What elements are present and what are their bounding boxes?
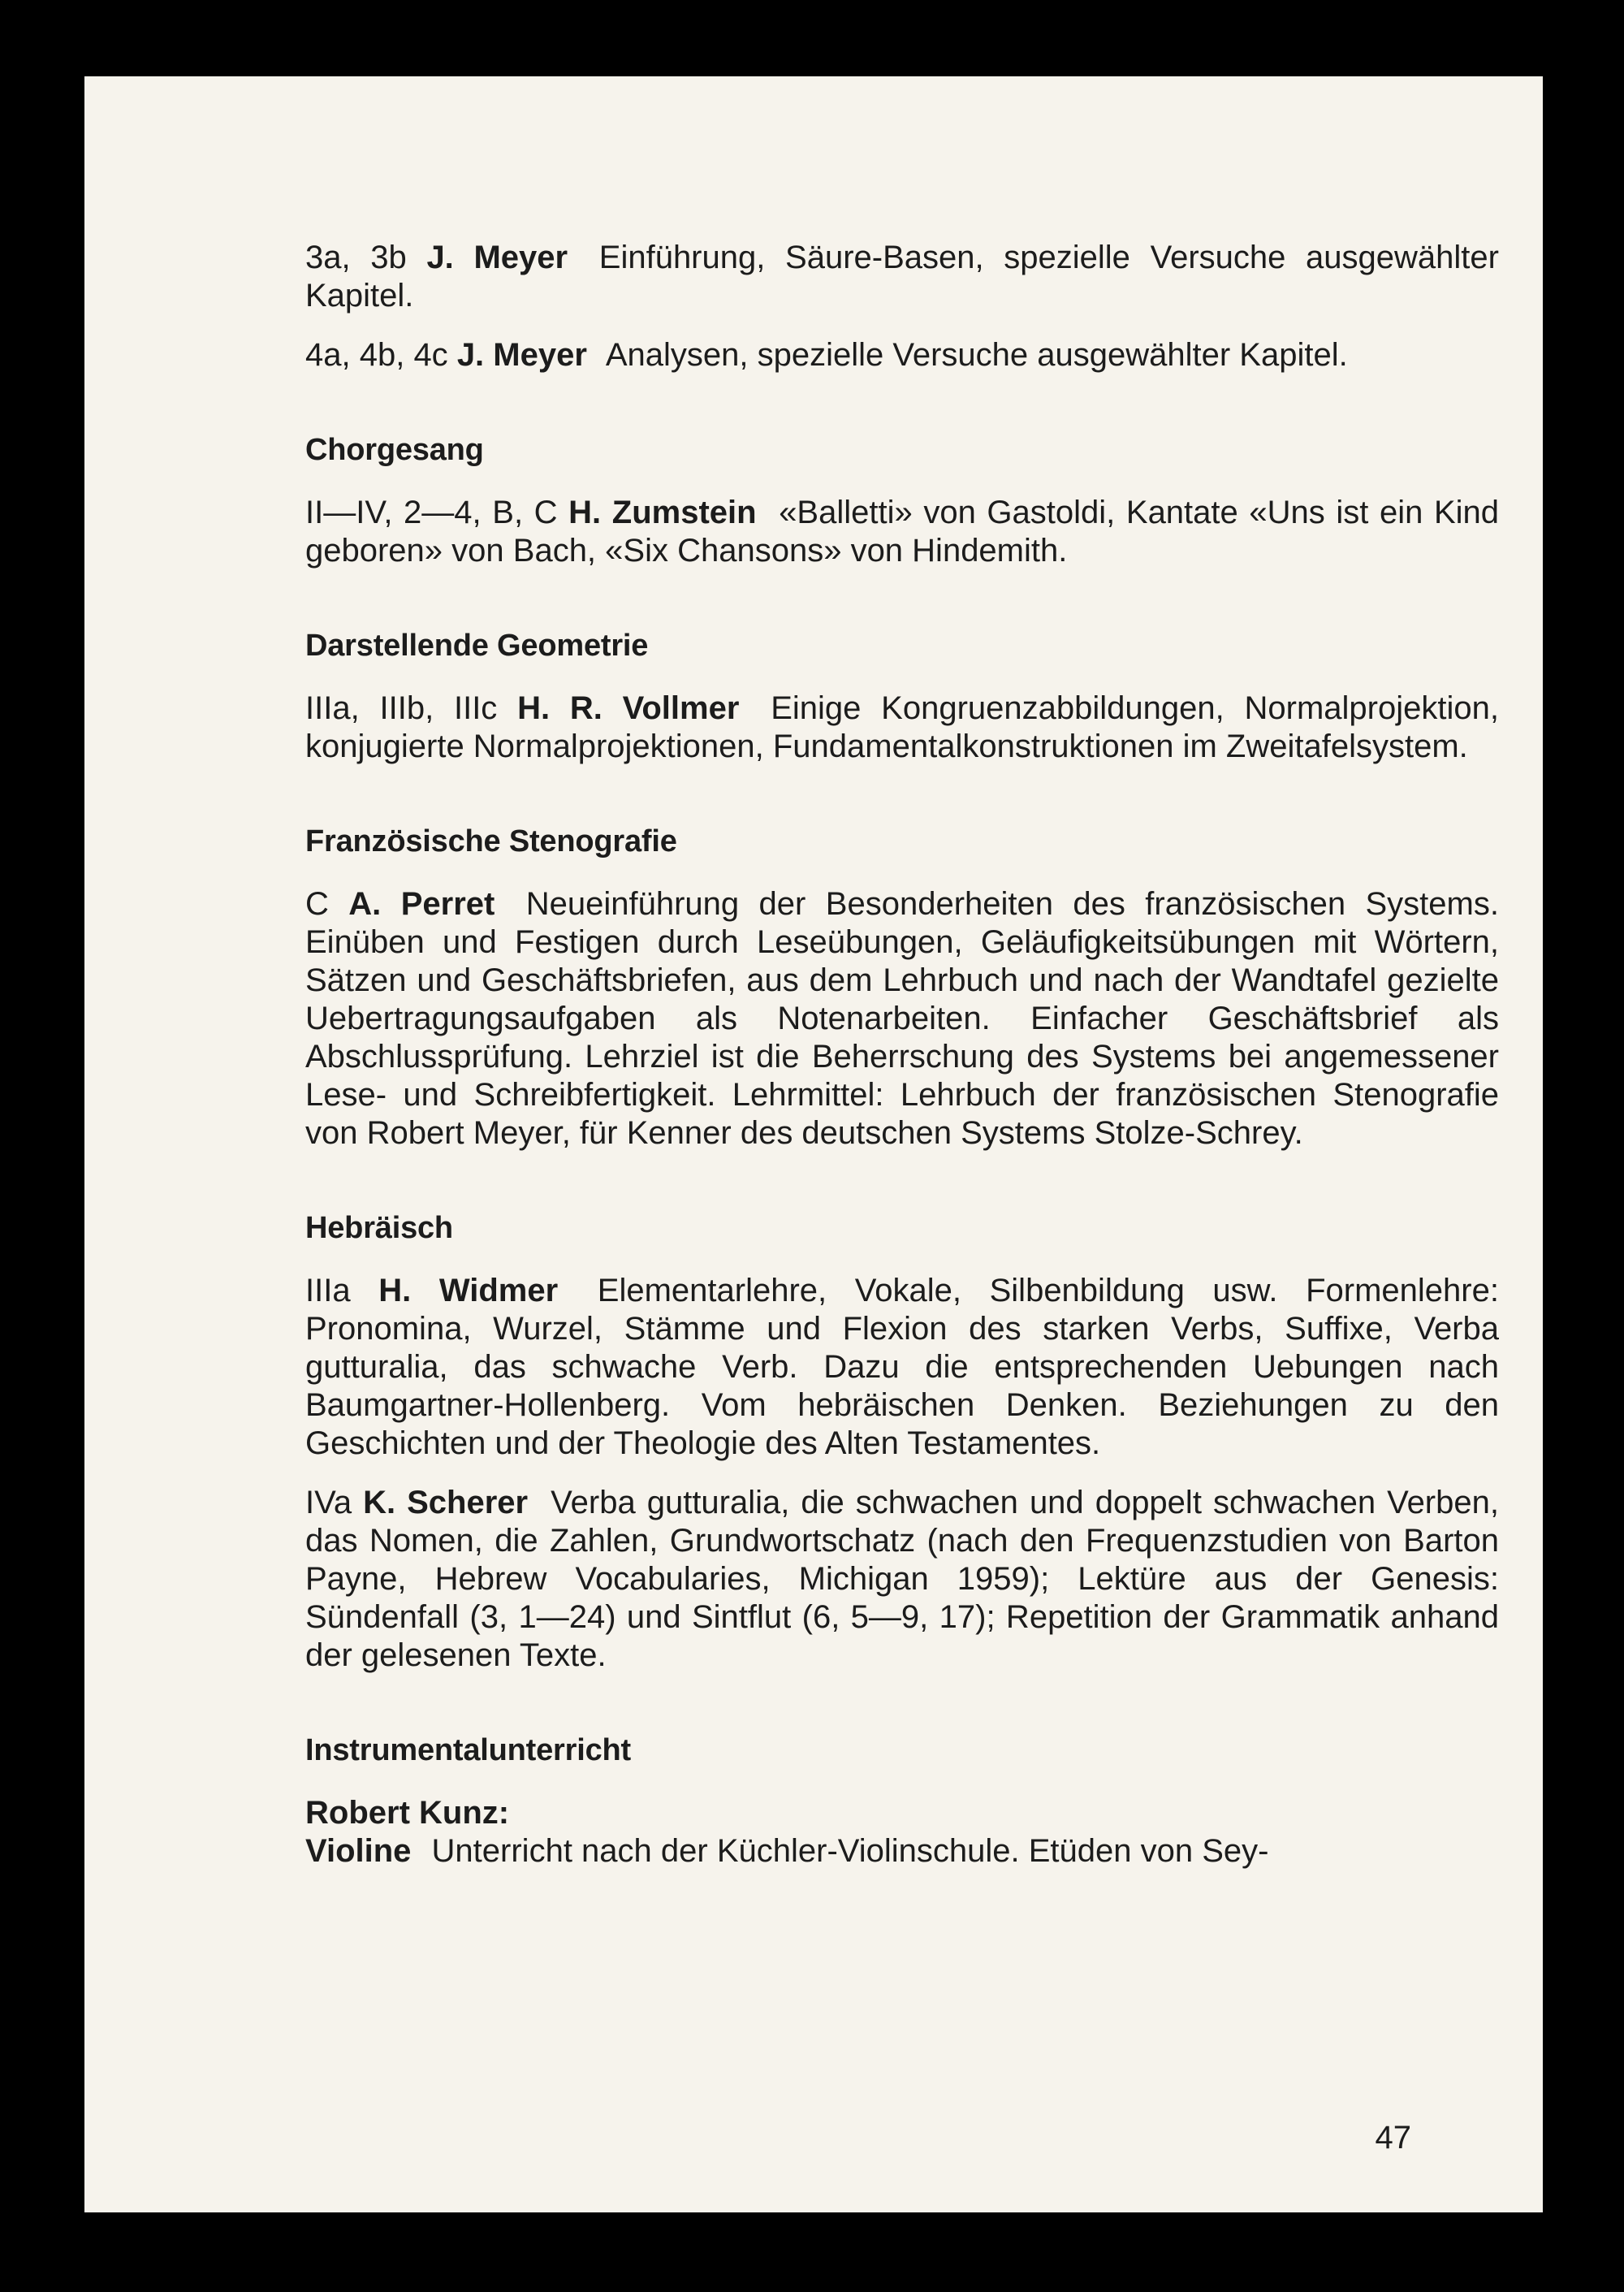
section-heading-instrumental: Instrumentalunterricht [305, 1733, 631, 1767]
course-entry [305, 494, 1499, 570]
course-classes: 4a, 4b, 4c [305, 337, 448, 373]
course-classes: IIIa, IIIb, IIIc [305, 690, 498, 726]
course-entry [305, 885, 1499, 1152]
course-description: Einführung, Säure-Basen, spezielle Versuche ausgewählter Kapitel. [305, 240, 1499, 314]
document-page [84, 76, 1543, 2212]
course-classes: II—IV, 2—4, B, C [305, 495, 558, 530]
course-entry [305, 1272, 1499, 1463]
section-heading-hebraeisch: Hebräisch [305, 1211, 453, 1245]
course-description: Elementarlehre, Vokale, Silbenbildung usw. Formenlehre: Pronomina, Wurzel, Stämme und Flexion des starken Verbs, Suffixe, Verba gutturalia, das schwache Verb. Dazu die entsprechenden Uebungen nach Baumgartner-Hollenberg. Vom hebräischen Denken. Beziehungen zu den Geschichten und der Theologie des Alten Testamentes. [305, 1273, 1499, 1461]
course-description: Verba gutturalia, die schwachen und doppelt schwachen Verben, das Nomen, die Zahlen, Grundwortschatz (nach den Frequenzstudien von Barton Payne, Hebrew Vocabularies, Michigan 1959); Lektüre aus der Genesis: Sündenfall (3, 1—24) und Sintflut (6, 5—9, 17); Repetition der Grammatik anhand der gelesenen Texte. [305, 1485, 1499, 1673]
course-description: «Balletti» von Gastoldi, Kantate «Uns ist ein Kind geboren» von Bach, «Six Chansons» von Hindemith. [305, 495, 1499, 569]
course-teacher: J. Meyer [456, 337, 587, 373]
page-number: 47 [1375, 2120, 1411, 2156]
course-description: Analysen, spezielle Versuche ausgewählter Kapitel. [605, 337, 1348, 373]
course-entry [305, 1484, 1499, 1675]
course-entry [305, 690, 1499, 766]
course-teacher: K. Scherer [363, 1485, 529, 1520]
course-classes: IVa [305, 1485, 352, 1520]
course-teacher: J. Meyer [426, 240, 568, 275]
section-heading-geometrie: Darstellende Geometrie [305, 629, 649, 663]
course-classes: IIIa [305, 1273, 351, 1308]
course-teacher: H. R. Vollmer [517, 690, 740, 726]
instrumental-description: Unterricht nach der Küchler-Violinschule. Etüden von Sey- [431, 1833, 1269, 1869]
course-entry [305, 336, 1499, 374]
section-heading-chorgesang: Chorgesang [305, 433, 484, 467]
course-classes: C [305, 886, 329, 922]
page-content [305, 239, 1499, 1870]
course-description: Einige Kongruenzabbildungen, Normalprojektion, konjugierte Normalprojektionen, Fundamentalkonstruktionen im Zweitafelsystem. [305, 690, 1499, 764]
instrumental-teacher [305, 1794, 1499, 1832]
instrumental-entry [305, 1832, 1499, 1870]
instrument-name: Violine [305, 1833, 412, 1869]
course-teacher: H. Widmer [378, 1273, 559, 1308]
course-teacher: A. Perret [348, 886, 495, 922]
course-classes: 3a, 3b [305, 240, 407, 275]
course-description: Neueinführung der Besonderheiten des französischen Systems. Einüben und Festigen durch Leseübungen, Geläufigkeitsübungen mit Wörtern, Sätzen und Geschäftsbriefen, aus dem Lehrbuch und nach der Wandtafel gezielte Uebertragungsaufgaben als Notenarbeiten. Einfacher Geschäftsbrief als Abschlussprüfung. Lehrziel ist die Beherrschung des Systems bei angemessener Lese- und Schreibfertigkeit. Lehrmittel: Lehrbuch der französischen Stenografie von Robert Meyer, für Kenner des deutschen Systems Stolze-Schrey. [305, 886, 1499, 1151]
instrumental-teacher-name: Robert Kunz: [305, 1795, 510, 1831]
course-entry [305, 239, 1499, 315]
section-heading-stenografie: Französische Stenografie [305, 824, 677, 858]
course-teacher: H. Zumstein [568, 495, 757, 530]
